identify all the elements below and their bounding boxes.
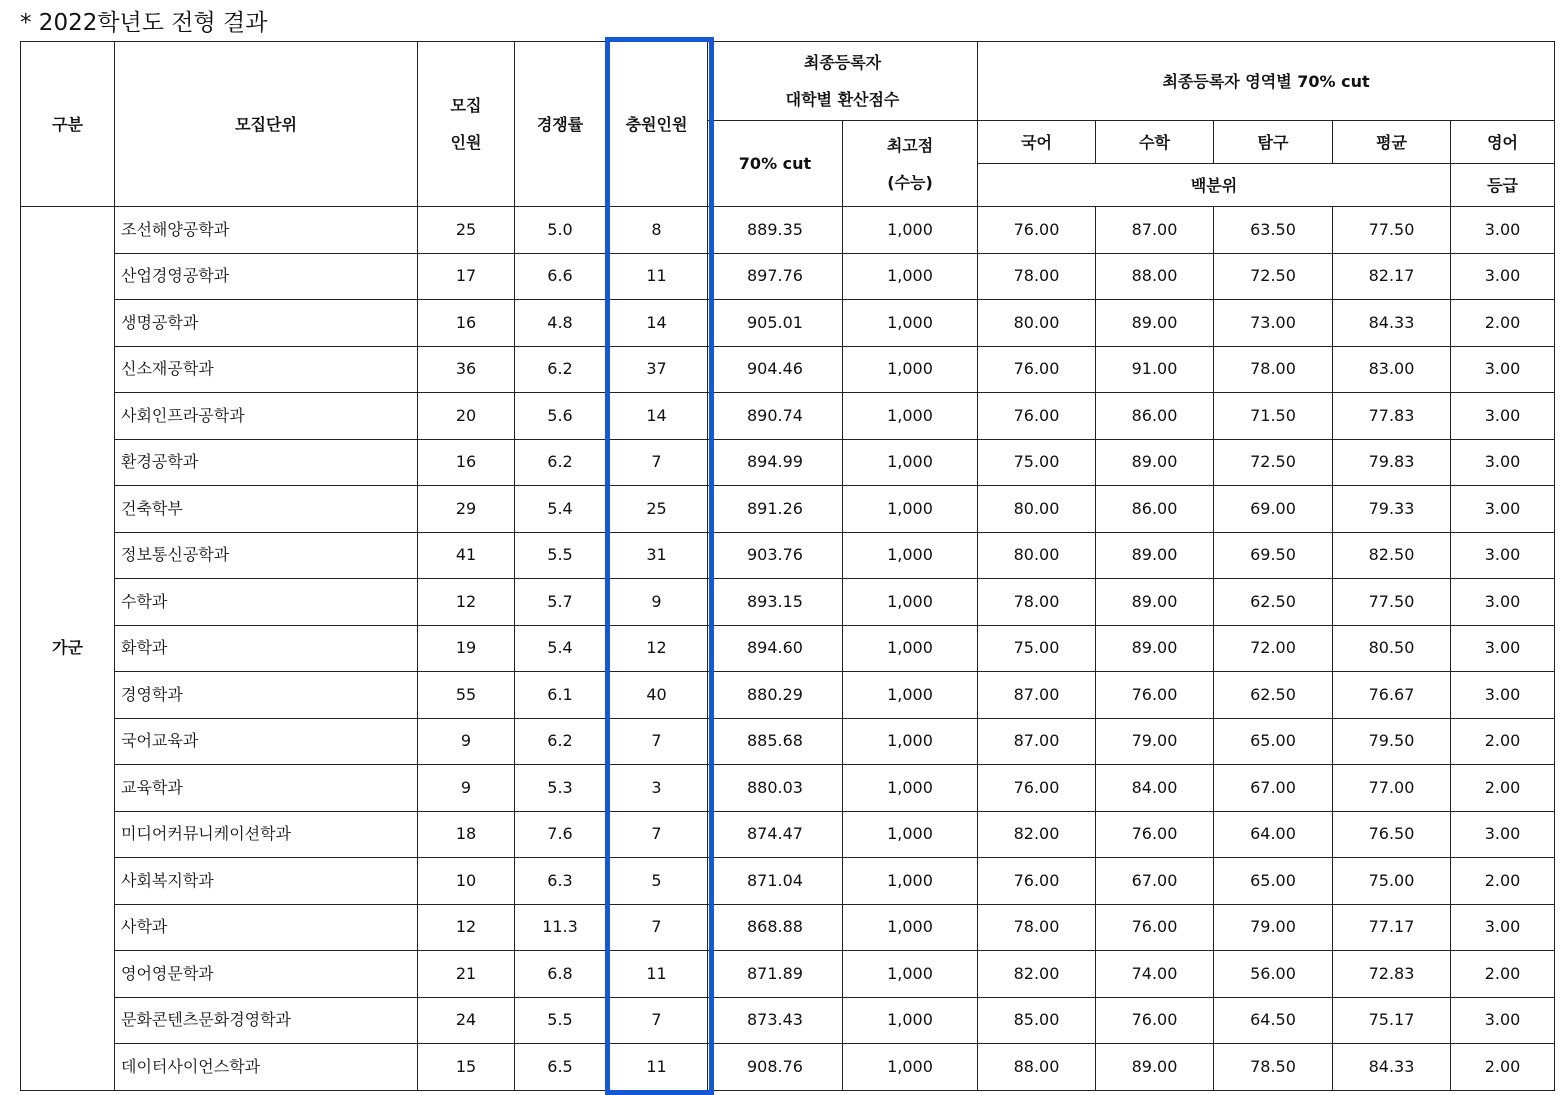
korean-cell: 76.00: [978, 393, 1096, 440]
avg-cell: 77.50: [1333, 207, 1451, 254]
korean-cell: 78.00: [978, 904, 1096, 951]
ratio-cell: 11.3: [515, 904, 606, 951]
max-cell: 1,000: [843, 579, 978, 626]
dept-name: 사학과: [115, 904, 418, 951]
inquiry-cell: 56.00: [1214, 951, 1333, 998]
ratio-cell: 5.0: [515, 207, 606, 254]
table-row: [21, 811, 1555, 858]
ratio-cell: 6.2: [515, 718, 606, 765]
header-quota-line2: 인원: [450, 133, 482, 152]
header-conv-line2: 대학별 환산점수: [785, 90, 900, 109]
dept-name: 사회복지학과: [115, 858, 418, 905]
cut70-cell: 908.76: [708, 1044, 843, 1091]
max-cell: 1,000: [843, 486, 978, 533]
inquiry-cell: 69.50: [1214, 532, 1333, 579]
table-row: [21, 858, 1555, 905]
cut70-cell: 871.04: [708, 858, 843, 905]
quota-cell: 17: [418, 253, 515, 300]
table-row: [21, 672, 1555, 719]
avg-cell: 75.00: [1333, 858, 1451, 905]
english-cell: 2.00: [1451, 765, 1555, 812]
ratio-cell: 5.6: [515, 393, 606, 440]
header-conv-line1: 최종등록자: [803, 53, 882, 72]
quota-cell: 24: [418, 997, 515, 1044]
avg-cell: 76.67: [1333, 672, 1451, 719]
math-cell: 89.00: [1096, 300, 1214, 347]
table-row: [21, 904, 1555, 951]
inquiry-cell: 79.00: [1214, 904, 1333, 951]
table-row: [21, 951, 1555, 998]
avg-cell: 79.83: [1333, 439, 1451, 486]
ratio-cell: 5.5: [515, 997, 606, 1044]
cut70-cell: 871.89: [708, 951, 843, 998]
inquiry-cell: 65.00: [1214, 718, 1333, 765]
max-cell: 1,000: [843, 346, 978, 393]
extra-cell: 3: [606, 765, 708, 812]
avg-cell: 82.50: [1333, 532, 1451, 579]
inquiry-cell: 63.50: [1214, 207, 1333, 254]
dept-name: 교육학과: [115, 765, 418, 812]
avg-cell: 84.33: [1333, 300, 1451, 347]
english-cell: 3.00: [1451, 486, 1555, 533]
extra-cell: 31: [606, 532, 708, 579]
quota-cell: 25: [418, 207, 515, 254]
ratio-cell: 5.3: [515, 765, 606, 812]
extra-cell: 11: [606, 253, 708, 300]
cut70-cell: 893.15: [708, 579, 843, 626]
math-cell: 87.00: [1096, 207, 1214, 254]
cut70-cell: 880.29: [708, 672, 843, 719]
avg-cell: 75.17: [1333, 997, 1451, 1044]
ratio-cell: 5.4: [515, 625, 606, 672]
math-cell: 74.00: [1096, 951, 1214, 998]
header-math: 수학: [1096, 121, 1214, 164]
math-cell: 91.00: [1096, 346, 1214, 393]
header-grade: 등급: [1451, 164, 1555, 207]
inquiry-cell: 71.50: [1214, 393, 1333, 440]
korean-cell: 76.00: [978, 765, 1096, 812]
english-cell: 3.00: [1451, 672, 1555, 719]
korean-cell: 76.00: [978, 207, 1096, 254]
max-cell: 1,000: [843, 718, 978, 765]
max-cell: 1,000: [843, 811, 978, 858]
math-cell: 89.00: [1096, 1044, 1214, 1091]
table-row: [21, 1044, 1555, 1091]
table-body: [21, 207, 1555, 1091]
math-cell: 76.00: [1096, 904, 1214, 951]
inquiry-cell: 73.00: [1214, 300, 1333, 347]
cut70-cell: 894.60: [708, 625, 843, 672]
quota-cell: 18: [418, 811, 515, 858]
korean-cell: 82.00: [978, 811, 1096, 858]
english-cell: 2.00: [1451, 300, 1555, 347]
math-cell: 89.00: [1096, 579, 1214, 626]
english-cell: 2.00: [1451, 1044, 1555, 1091]
inquiry-cell: 65.00: [1214, 858, 1333, 905]
admission-results-table: [20, 41, 1555, 1091]
korean-cell: 87.00: [978, 672, 1096, 719]
dept-name: 수학과: [115, 579, 418, 626]
avg-cell: 77.83: [1333, 393, 1451, 440]
extra-cell: 7: [606, 439, 708, 486]
header-quota-line1: 모집: [450, 96, 482, 115]
dept-name: 사회인프라공학과: [115, 393, 418, 440]
math-cell: 79.00: [1096, 718, 1214, 765]
header-quota: [418, 42, 515, 207]
english-cell: 3.00: [1451, 904, 1555, 951]
ratio-cell: 4.8: [515, 300, 606, 347]
cut70-cell: 868.88: [708, 904, 843, 951]
max-cell: 1,000: [843, 904, 978, 951]
math-cell: 86.00: [1096, 393, 1214, 440]
korean-cell: 82.00: [978, 951, 1096, 998]
table-row: [21, 439, 1555, 486]
english-cell: 2.00: [1451, 718, 1555, 765]
quota-cell: 15: [418, 1044, 515, 1091]
ratio-cell: 6.8: [515, 951, 606, 998]
math-cell: 76.00: [1096, 997, 1214, 1044]
max-cell: 1,000: [843, 393, 978, 440]
ratio-cell: 6.5: [515, 1044, 606, 1091]
avg-cell: 77.17: [1333, 904, 1451, 951]
dept-name: 경영학과: [115, 672, 418, 719]
header-cut70: 70% cut: [708, 121, 843, 207]
extra-cell: 7: [606, 997, 708, 1044]
header-max-line1: 최고점: [886, 135, 934, 155]
quota-cell: 29: [418, 486, 515, 533]
cut70-cell: 890.74: [708, 393, 843, 440]
max-cell: 1,000: [843, 532, 978, 579]
extra-cell: 14: [606, 300, 708, 347]
extra-cell: 7: [606, 718, 708, 765]
max-cell: 1,000: [843, 1044, 978, 1091]
english-cell: 3.00: [1451, 811, 1555, 858]
inquiry-cell: 64.50: [1214, 997, 1333, 1044]
dept-name: 영어영문학과: [115, 951, 418, 998]
header-converted-score: [708, 42, 978, 121]
english-cell: 3.00: [1451, 579, 1555, 626]
table-row: [21, 207, 1555, 254]
english-cell: 3.00: [1451, 532, 1555, 579]
korean-cell: 78.00: [978, 579, 1096, 626]
quota-cell: 36: [418, 346, 515, 393]
english-cell: 2.00: [1451, 858, 1555, 905]
table-row: [21, 532, 1555, 579]
quota-cell: 9: [418, 718, 515, 765]
dept-name: 문화콘텐츠문화경영학과: [115, 997, 418, 1044]
table-row: [21, 579, 1555, 626]
max-cell: 1,000: [843, 672, 978, 719]
inquiry-cell: 72.00: [1214, 625, 1333, 672]
korean-cell: 80.00: [978, 300, 1096, 347]
ratio-cell: 6.2: [515, 346, 606, 393]
header-extra: 충원인원: [606, 42, 708, 207]
inquiry-cell: 62.50: [1214, 672, 1333, 719]
math-cell: 76.00: [1096, 672, 1214, 719]
header-area-cut: 최종등록자 영역별 70% cut: [978, 42, 1555, 121]
english-cell: 3.00: [1451, 207, 1555, 254]
inquiry-cell: 78.50: [1214, 1044, 1333, 1091]
dept-name: 조선해양공학과: [115, 207, 418, 254]
korean-cell: 80.00: [978, 532, 1096, 579]
header-percentile: 백분위: [978, 164, 1451, 207]
ratio-cell: 5.5: [515, 532, 606, 579]
header-max: [843, 121, 978, 207]
extra-cell: 12: [606, 625, 708, 672]
quota-cell: 9: [418, 765, 515, 812]
max-cell: 1,000: [843, 858, 978, 905]
dept-name: 정보통신공학과: [115, 532, 418, 579]
dept-name: 화학과: [115, 625, 418, 672]
table-row: [21, 253, 1555, 300]
ratio-cell: 5.7: [515, 579, 606, 626]
extra-cell: 9: [606, 579, 708, 626]
cut70-cell: 889.35: [708, 207, 843, 254]
avg-cell: 82.17: [1333, 253, 1451, 300]
inquiry-cell: 72.50: [1214, 253, 1333, 300]
quota-cell: 10: [418, 858, 515, 905]
table-row: [21, 718, 1555, 765]
max-cell: 1,000: [843, 951, 978, 998]
cut70-cell: 897.76: [708, 253, 843, 300]
korean-cell: 76.00: [978, 346, 1096, 393]
korean-cell: 85.00: [978, 997, 1096, 1044]
dept-name: 산업경영공학과: [115, 253, 418, 300]
quota-cell: 21: [418, 951, 515, 998]
max-cell: 1,000: [843, 625, 978, 672]
header-average: 평균: [1333, 121, 1451, 164]
avg-cell: 79.50: [1333, 718, 1451, 765]
dept-name: 국어교육과: [115, 718, 418, 765]
ratio-cell: 6.1: [515, 672, 606, 719]
dept-name: 신소재공학과: [115, 346, 418, 393]
header-max-line2: (수능): [887, 172, 933, 192]
korean-cell: 75.00: [978, 625, 1096, 672]
math-cell: 89.00: [1096, 625, 1214, 672]
max-cell: 1,000: [843, 207, 978, 254]
extra-cell: 25: [606, 486, 708, 533]
table-row: [21, 625, 1555, 672]
extra-cell: 37: [606, 346, 708, 393]
english-cell: 3.00: [1451, 625, 1555, 672]
header-ratio: 경쟁률: [515, 42, 606, 207]
ratio-cell: 6.2: [515, 439, 606, 486]
ratio-cell: 7.6: [515, 811, 606, 858]
english-cell: 3.00: [1451, 253, 1555, 300]
math-cell: 76.00: [1096, 811, 1214, 858]
dept-name: 미디어커뮤니케이션학과: [115, 811, 418, 858]
max-cell: 1,000: [843, 439, 978, 486]
cut70-cell: 885.68: [708, 718, 843, 765]
cut70-cell: 903.76: [708, 532, 843, 579]
english-cell: 3.00: [1451, 346, 1555, 393]
quota-cell: 16: [418, 300, 515, 347]
group-cell: 가군: [21, 207, 115, 1091]
table-row: [21, 997, 1555, 1044]
table-row: [21, 346, 1555, 393]
english-cell: 3.00: [1451, 393, 1555, 440]
quota-cell: 16: [418, 439, 515, 486]
avg-cell: 72.83: [1333, 951, 1451, 998]
cut70-cell: 891.26: [708, 486, 843, 533]
quota-cell: 12: [418, 904, 515, 951]
extra-cell: 40: [606, 672, 708, 719]
page-caption: * 2022학년도 전형 결과: [20, 10, 268, 36]
inquiry-cell: 62.50: [1214, 579, 1333, 626]
ratio-cell: 6.6: [515, 253, 606, 300]
extra-cell: 11: [606, 1044, 708, 1091]
math-cell: 88.00: [1096, 253, 1214, 300]
max-cell: 1,000: [843, 253, 978, 300]
korean-cell: 88.00: [978, 1044, 1096, 1091]
avg-cell: 79.33: [1333, 486, 1451, 533]
header-group: 구분: [21, 42, 115, 207]
math-cell: 86.00: [1096, 486, 1214, 533]
korean-cell: 87.00: [978, 718, 1096, 765]
dept-name: 데이터사이언스학과: [115, 1044, 418, 1091]
extra-cell: 14: [606, 393, 708, 440]
extra-cell: 8: [606, 207, 708, 254]
extra-cell: 7: [606, 904, 708, 951]
korean-cell: 78.00: [978, 253, 1096, 300]
cut70-cell: 874.47: [708, 811, 843, 858]
table-row: [21, 486, 1555, 533]
table-row: [21, 300, 1555, 347]
quota-cell: 20: [418, 393, 515, 440]
quota-cell: 41: [418, 532, 515, 579]
cut70-cell: 873.43: [708, 997, 843, 1044]
english-cell: 3.00: [1451, 439, 1555, 486]
cut70-cell: 905.01: [708, 300, 843, 347]
extra-cell: 11: [606, 951, 708, 998]
avg-cell: 77.50: [1333, 579, 1451, 626]
inquiry-cell: 64.00: [1214, 811, 1333, 858]
dept-name: 생명공학과: [115, 300, 418, 347]
korean-cell: 75.00: [978, 439, 1096, 486]
dept-name: 건축학부: [115, 486, 418, 533]
avg-cell: 84.33: [1333, 1044, 1451, 1091]
header-unit: 모집단위: [115, 42, 418, 207]
ratio-cell: 6.3: [515, 858, 606, 905]
avg-cell: 83.00: [1333, 346, 1451, 393]
extra-cell: 7: [606, 811, 708, 858]
max-cell: 1,000: [843, 997, 978, 1044]
avg-cell: 76.50: [1333, 811, 1451, 858]
korean-cell: 76.00: [978, 858, 1096, 905]
dept-name: 환경공학과: [115, 439, 418, 486]
english-cell: 2.00: [1451, 951, 1555, 998]
cut70-cell: 894.99: [708, 439, 843, 486]
quota-cell: 55: [418, 672, 515, 719]
header-korean: 국어: [978, 121, 1096, 164]
header-english: 영어: [1451, 121, 1555, 164]
table-row: [21, 765, 1555, 812]
table-row: [21, 393, 1555, 440]
max-cell: 1,000: [843, 300, 978, 347]
math-cell: 84.00: [1096, 765, 1214, 812]
quota-cell: 19: [418, 625, 515, 672]
avg-cell: 77.00: [1333, 765, 1451, 812]
extra-cell: 5: [606, 858, 708, 905]
max-cell: 1,000: [843, 765, 978, 812]
cut70-cell: 880.03: [708, 765, 843, 812]
inquiry-cell: 69.00: [1214, 486, 1333, 533]
ratio-cell: 5.4: [515, 486, 606, 533]
math-cell: 89.00: [1096, 439, 1214, 486]
math-cell: 67.00: [1096, 858, 1214, 905]
english-cell: 3.00: [1451, 997, 1555, 1044]
cut70-cell: 904.46: [708, 346, 843, 393]
quota-cell: 12: [418, 579, 515, 626]
inquiry-cell: 78.00: [1214, 346, 1333, 393]
math-cell: 89.00: [1096, 532, 1214, 579]
inquiry-cell: 72.50: [1214, 439, 1333, 486]
avg-cell: 80.50: [1333, 625, 1451, 672]
inquiry-cell: 67.00: [1214, 765, 1333, 812]
header-inquiry: 탐구: [1214, 121, 1333, 164]
korean-cell: 80.00: [978, 486, 1096, 533]
